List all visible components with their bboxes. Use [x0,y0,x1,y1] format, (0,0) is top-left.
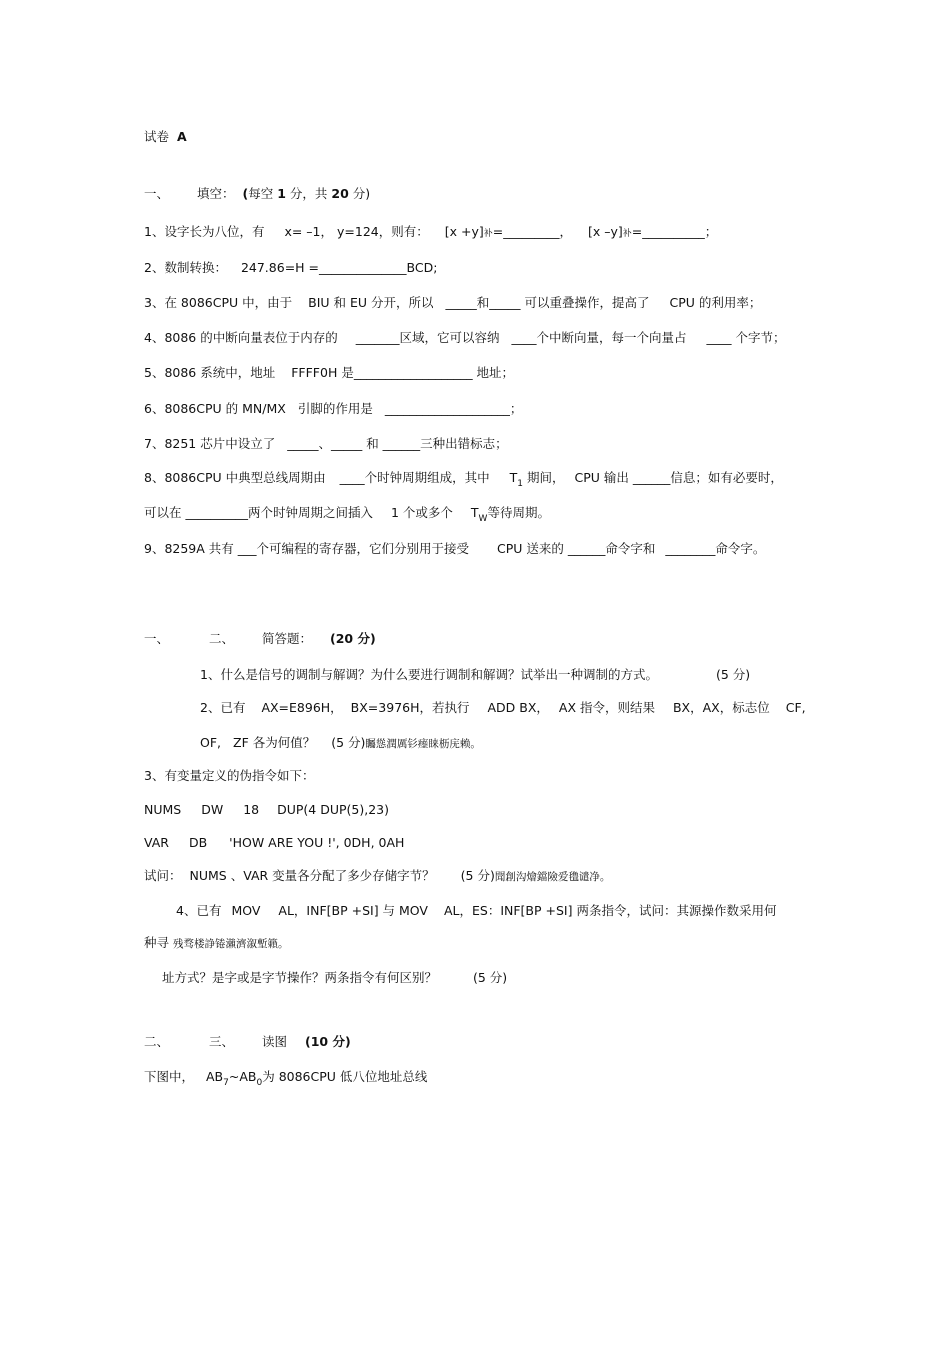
short-answer-2-continued: OF, ZF 各为何值？ (5 分)矚慫潤厲钐瘗睐枥庑赖。 [200,735,481,750]
question-9: 9、8259A 共有 ___个可编程的寄存器，它们分别用于接受 CPU 送来的 ______命令字和 ________命令字。 [144,541,766,556]
section-2-heading: 一、 二、 简答题： (20 分) [144,631,376,646]
short-answer-2: 2、已有 AX=E896H， BX=3976H，若执行 ADD BX， AX 指令，则结果 BX，AX，标志位 CF, [200,700,806,715]
question-2: 2、数制转换： 247.86=H =______________BCD; [144,260,438,275]
pseudo-instruction-nums: NUMS DW 18 DUP(4 DUP(5),23) [144,802,389,817]
section-3-intro: 下图中， $AB_7\sim AB_0$为 8086CPU 低八位地址总线 [144,1069,428,1088]
exam-title: 试卷 A [144,129,187,144]
section-3-heading: 二、 三、 读图 (10 分) [144,1034,351,1049]
question-8: 8、8086CPU 中典型总线周期由 ____个时钟周期组成，其中 $T_1$ 期间， CPU 输出 ______信息；如有必要时， [144,470,783,489]
pseudo-instruction-var: VAR DB 'HOW ARE YOU !', 0DH, 0AH [144,835,405,850]
short-answer-1: 1、什么是信号的调制与解调？为什么要进行调制和解调？试举出一种调制的方式。 (5 分) [200,667,751,682]
short-answer-4-continued: 种寻 残骛楼諍锩瀨濟溆塹籟。 [144,935,289,950]
question-5: 5、8086 系统中，地址 FFFF0H 是___________________ 地址； [144,365,515,380]
short-answer-4-question: 址方式？是字或是字节操作？两条指令有何区别？ (5 分) [162,970,508,985]
question-4: 4、8086 的中断向量表位于内存的 _______区域，它可以容纳 ____个中断向量，每一个向量占 ____ 个字节； [144,330,786,345]
question-3: 3、在 8086CPU 中，由于 BIU 和 EU 分开，所以 _____和_____ 可以重叠操作，提高了 CPU 的利用率； [144,295,762,310]
section-1-heading: 一、 填空： (每空 1 分，共 20 分) [144,186,371,201]
question-6: 6、8086CPU 的 MN/MX 引脚的作用是 ____________________； [144,401,523,416]
question-1: 1、设字长为八位，有 x= –1， y=124，则有： [x +y]补=_________， [x –y]补=__________； [144,224,718,239]
short-answer-3-question: 试问： NUMS 、VAR 变量各分配了多少存储字节？ (5 分)聞創沟燴鐺險爱氇谴净。 [144,868,611,883]
question-8-continued: 可以在 __________两个时钟周期之间插入 1 个或多个 $T_W$等待周期。 [144,505,550,524]
short-answer-4: 4、已有 MOV AL，INF[BP +SI] 与 MOV AL，ES：INF[BP +SI] 两条指令，试问：其源操作数采用何 [176,903,777,918]
question-7: 7、8251 芯片中设立了 _____、_____ 和 ______三种出错标志； [144,436,508,451]
short-answer-3: 3、有变量定义的伪指令如下： [144,768,315,783]
